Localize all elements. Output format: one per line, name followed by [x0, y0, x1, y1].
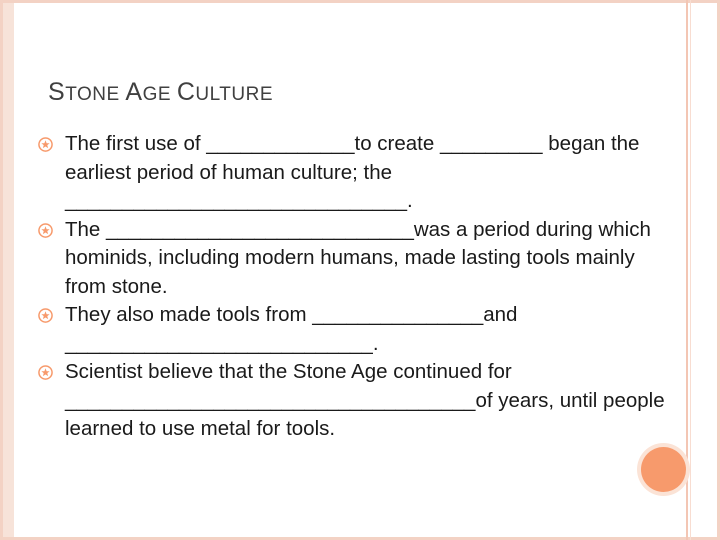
circle-star-bullet-icon	[38, 365, 53, 380]
bullet-item	[38, 358, 668, 444]
title-part: C	[176, 78, 196, 106]
title-part: ULTURE	[195, 84, 273, 105]
accent-circle	[641, 447, 686, 492]
circle-star-bullet-icon	[38, 137, 53, 152]
frame-right-rule	[686, 0, 688, 540]
slide-title	[48, 78, 273, 107]
bullet-text: Scientist believe that the Stone Age continued for ____________________________________of years, until people learned to use metal for tools.	[65, 360, 665, 440]
circle-star-bullet-icon	[38, 308, 53, 323]
bullet-text: The ___________________________was a period during which hominids, including modern humans, made lasting tools mainly from stone.	[65, 217, 651, 298]
bullet-text: The first use of _____________to create _________ began the earliest period of human culture; the ______________________________.	[65, 132, 640, 212]
bullet-list	[38, 130, 668, 444]
title-part: A	[125, 78, 143, 106]
bullet-item	[38, 301, 668, 358]
title-part: S	[48, 78, 66, 106]
title-part: TONE	[65, 84, 126, 105]
bullet-text: They also made tools from _______________and ___________________________.	[65, 303, 518, 355]
title-part: GE	[142, 84, 177, 105]
bullet-item	[38, 216, 668, 302]
frame-right-rule-inner	[690, 0, 691, 540]
bullet-item	[38, 130, 668, 216]
circle-star-bullet-icon	[38, 223, 53, 238]
